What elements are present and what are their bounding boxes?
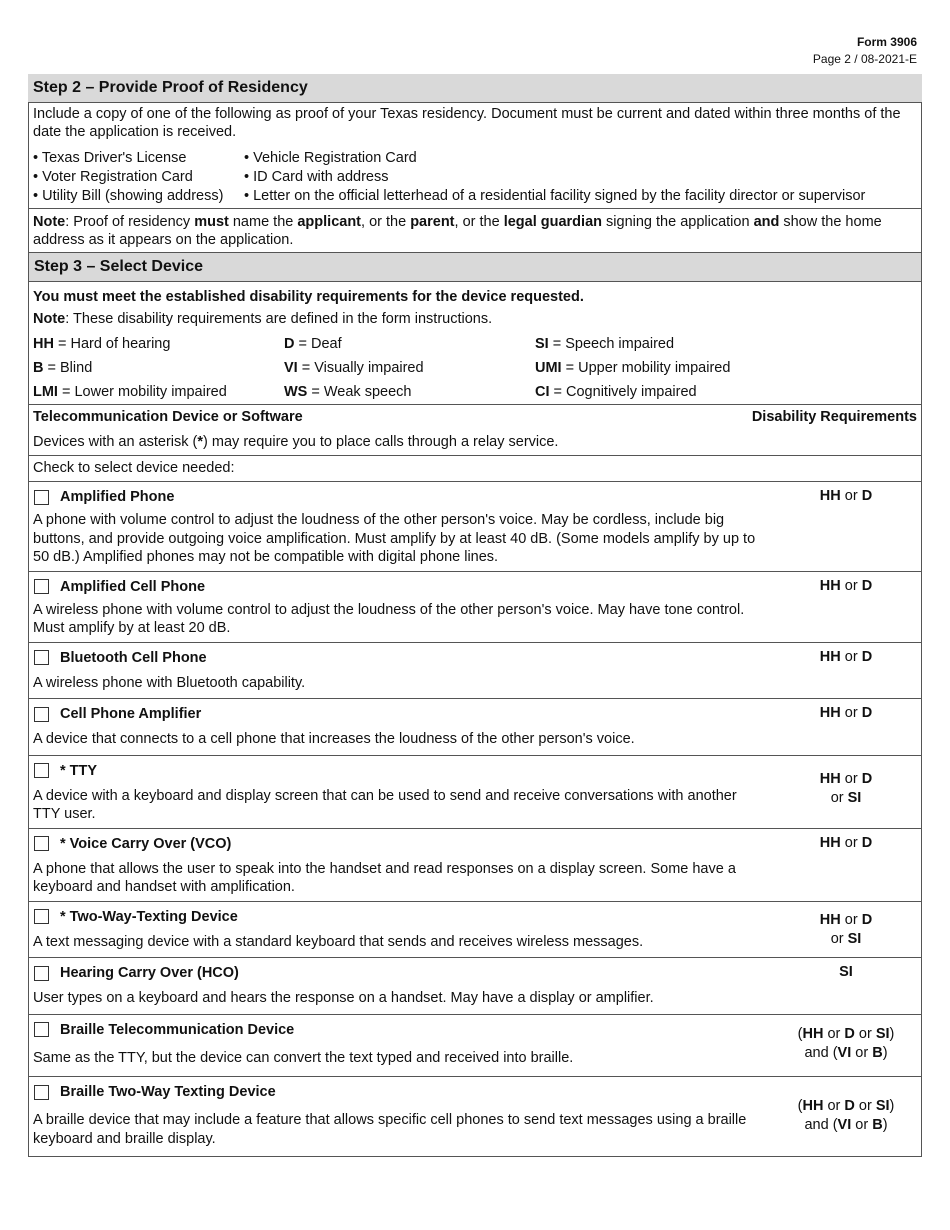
device-name: * TTY	[60, 762, 98, 779]
proof-item: • Texas Driver's License	[33, 150, 187, 166]
disability-legend	[29, 332, 921, 404]
note-text: : Proof of residency	[65, 214, 195, 230]
device-row-two-way-texting	[29, 901, 921, 958]
step3-box	[28, 281, 922, 1157]
device-row-bluetooth-cell-phone	[29, 642, 921, 699]
device-description: A braille device that may include a feature that allows specific cell phones to send text messages using a braille keyboard and braille display.	[33, 1112, 747, 1147]
note-emphasis: legal guardian	[503, 214, 602, 230]
device-row-braille-telecom	[29, 1014, 921, 1077]
step2-box	[28, 102, 922, 253]
check-instruction: Check to select device needed:	[29, 455, 921, 481]
note-emphasis: applicant	[297, 214, 362, 230]
note-text: , or the	[361, 214, 411, 230]
proof-item: • ID Card with address	[244, 169, 389, 185]
device-name: * Two-Way-Texting Device	[60, 908, 238, 925]
device-table-header	[29, 404, 921, 429]
device-row-hco	[29, 957, 921, 1014]
device-requirement: SI	[839, 964, 853, 980]
form-header	[813, 34, 917, 68]
legend-item: CI = Cognitively impaired	[535, 384, 697, 400]
legend-item: B = Blind	[33, 360, 93, 376]
device-requirement: HH or D	[819, 577, 873, 594]
asterisk-note: Devices with an asterisk (*) may require you to place calls through a relay service.	[33, 434, 559, 450]
step2-title: Step 2 – Provide Proof of Residency	[28, 74, 922, 102]
proof-column-1	[33, 149, 244, 206]
device-name: Braille Two-Way Texting Device	[60, 1084, 276, 1100]
device-name: Hearing Carry Over (HCO)	[60, 965, 239, 981]
note-text: show the home address as it appears on the application.	[33, 214, 882, 248]
device-description: A phone that allows the user to speak into the handset and read responses on a display screen. Some have a keyboard and handset with amplification.	[33, 860, 736, 895]
legend-item: D = Deaf	[284, 336, 342, 352]
device-requirement: HH or D or SI	[819, 911, 873, 947]
proof-item: • Utility Bill (showing address)	[33, 188, 224, 204]
device-row-amplified-cell-phone	[29, 571, 921, 642]
residency-proof-list	[29, 147, 921, 208]
column-header-device: Telecommunication Device or Software	[33, 409, 303, 425]
checkbox-bluetooth-cell-phone[interactable]	[34, 650, 49, 665]
form-number: Form 3906	[856, 35, 917, 49]
device-requirement: HH or D	[819, 648, 873, 665]
device-name: Bluetooth Cell Phone	[60, 649, 207, 666]
device-row-braille-two-way	[29, 1076, 921, 1156]
device-row-cell-phone-amplifier	[29, 698, 921, 755]
step2-intro: Include a copy of one of the following as proof of your Texas residency. Document must be current and dated within three months of the date the application is received.	[33, 106, 901, 140]
device-description: A device that connects to a cell phone that increases the loudness of the other person's voice.	[33, 731, 635, 747]
note-label: Note	[33, 311, 66, 327]
note-emphasis: must	[194, 214, 229, 230]
device-name: Amplified Phone	[60, 489, 175, 505]
device-name: * Voice Carry Over (VCO)	[60, 835, 232, 852]
checkbox-amplified-cell-phone[interactable]	[34, 579, 49, 594]
device-description: User types on a keyboard and hears the response on a handset. May have a display or amplifier.	[33, 990, 654, 1006]
device-requirement: HH or D	[819, 834, 873, 851]
proof-item: • Letter on the official letterhead of a residential facility signed by the facility director or supervisor	[244, 188, 866, 204]
device-description: A wireless phone with volume control to adjust the loudness of the other person's voice. May have tone control. Must amplify by at least 20 dB.	[33, 601, 745, 636]
device-row-amplified-phone	[29, 481, 921, 571]
device-description: A phone with volume control to adjust the loudness of the other person's voice. May be cordless, include big buttons, and provide outgoing voice amplification. Must amplify by at least 40 dB. (Some models amplify by up to 50 dB.) Amplified phones may not be compatible with digital phone lines.	[33, 512, 756, 565]
step3-note	[29, 309, 921, 331]
device-requirement: HH or D	[819, 705, 873, 721]
proof-item: • Voter Registration Card	[33, 169, 193, 185]
page-number: Page 2 / 08-2021-E	[812, 52, 917, 66]
device-requirement: (HH or D or SI) and (VI or B)	[797, 1025, 895, 1061]
note-text: signing the application	[602, 214, 754, 230]
checkbox-vco[interactable]	[34, 836, 49, 851]
proof-item: • Vehicle Registration Card	[244, 150, 417, 166]
checkbox-braille-telecom[interactable]	[34, 1022, 49, 1037]
device-description: Same as the TTY, but the device can convert the text typed and received into braille.	[33, 1049, 574, 1066]
residency-note	[29, 208, 921, 252]
device-requirement: HH or D or SI	[819, 770, 873, 806]
proof-column-2	[244, 149, 865, 206]
note-text: , or the	[454, 214, 504, 230]
checkbox-tty[interactable]	[34, 763, 49, 778]
note-emphasis: and	[753, 214, 780, 230]
device-name: Braille Telecommunication Device	[60, 1021, 295, 1038]
step3-title: Step 3 – Select Device	[28, 253, 922, 281]
device-row-tty	[29, 755, 921, 828]
note-emphasis: parent	[410, 214, 455, 230]
form-body	[28, 74, 922, 1157]
legend-item: HH = Hard of hearing	[33, 336, 171, 352]
disability-requirement-statement: You must meet the established disability requirements for the device requested.	[33, 289, 584, 305]
checkbox-braille-two-way[interactable]	[34, 1085, 49, 1100]
device-requirement: (HH or D or SI) and (VI or B)	[797, 1098, 895, 1133]
note-text: : These disability requirements are defined in the form instructions.	[65, 311, 493, 327]
device-name: Cell Phone Amplifier	[60, 706, 202, 722]
device-description: A wireless phone with Bluetooth capability.	[33, 674, 306, 691]
checkbox-two-way-texting[interactable]	[34, 909, 49, 924]
device-description: A text messaging device with a standard keyboard that sends and receives wireless messages.	[33, 933, 644, 950]
device-requirement: HH or D	[819, 488, 873, 504]
legend-item: WS = Weak speech	[284, 384, 412, 400]
checkbox-cell-phone-amplifier[interactable]	[34, 707, 49, 722]
legend-item: VI = Visually impaired	[284, 360, 424, 376]
checkbox-amplified-phone[interactable]	[34, 490, 49, 505]
device-description: A device with a keyboard and display screen that can be used to send and receive conversations with another TTY user.	[33, 787, 737, 822]
note-label: Note	[33, 214, 66, 230]
legend-item: SI = Speech impaired	[535, 336, 675, 352]
device-row-vco	[29, 828, 921, 901]
note-text: name the	[228, 214, 298, 230]
checkbox-hco[interactable]	[34, 966, 49, 981]
column-header-requirements: Disability Requirements	[751, 409, 917, 425]
legend-item: LMI = Lower mobility impaired	[33, 384, 227, 400]
device-name: Amplified Cell Phone	[60, 578, 206, 595]
legend-item: UMI = Upper mobility impaired	[535, 360, 731, 376]
